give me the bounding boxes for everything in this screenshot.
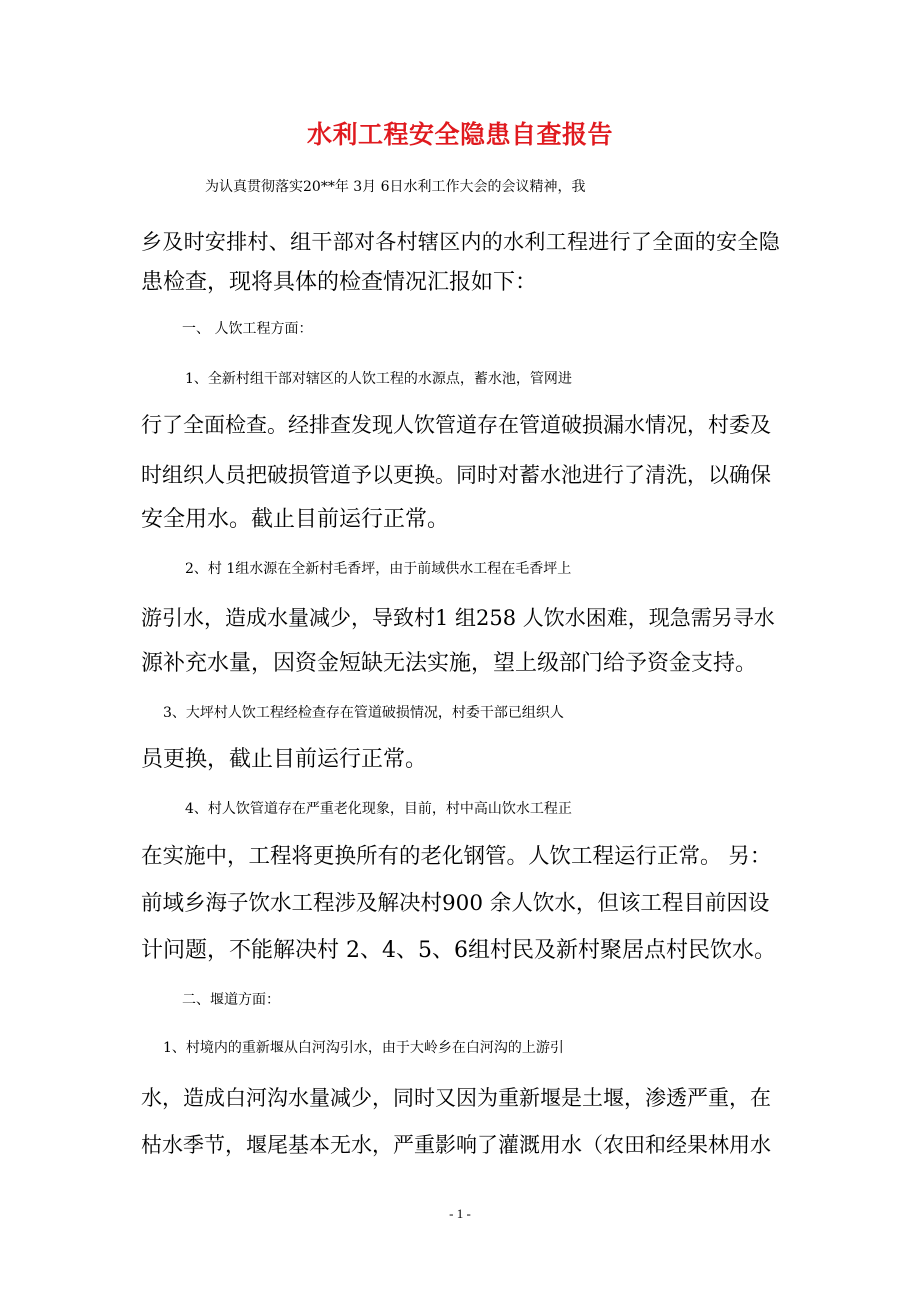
- paragraph-line: 游引水，造成水量减少，导致村1 组258 人饮水困难，现急需另寻水: [141, 606, 775, 630]
- paragraph-line: 员更换，截止目前运行正常。: [141, 747, 428, 772]
- paragraph-line: 4、村人饮管道存在严重老化现象，目前，村中高山饮水工程正: [185, 801, 572, 817]
- paragraph-line: 3、大坪村人饮工程经检查存在管道破损情况，村委干部已组织人: [163, 705, 564, 721]
- paragraph-line: 源补充水量，因资金短缺无法实施，望上级部门给予资金支持。: [141, 651, 758, 676]
- paragraph-line: 1、全新村组干部对辖区的人饮工程的水源点，蓄水池，管网进: [185, 371, 572, 387]
- paragraph-line: 为认真贯彻落实20**年 3月 6日水利工作大会的会议精神，我: [205, 179, 586, 195]
- paragraph-line: 计问题，不能解决村 2、4、5、6组村民及新村聚居点村民饮水。: [141, 938, 776, 963]
- paragraph-line: 枯水季节，堰尾基本无水，严重影响了灌溉用水（农田和经果林用水: [141, 1133, 771, 1157]
- page-number: - 1 -: [449, 1206, 471, 1221]
- paragraph-line: 水，造成白河沟水量减少，同时又因为重新堰是土堰，渗透严重，在: [141, 1086, 771, 1110]
- paragraph-line: 行了全面检查。经排查发现人饮管道存在管道破损漏水情况，村委及: [141, 413, 771, 437]
- paragraph-line: 患检查，现将具体的检查情况汇报如下：: [141, 270, 538, 295]
- section-heading: 一、 人饮工程方面：: [182, 321, 313, 337]
- paragraph-line: 安全用水。截止目前运行正常。: [141, 507, 450, 532]
- section-heading: 二、堰道方面：: [182, 992, 280, 1008]
- paragraph-line: 前域乡海子饮水工程涉及解决村900 余人饮水，但该工程目前因设: [141, 891, 770, 916]
- paragraph-line: 1、村境内的重新堰从白河沟引水，由于大岭乡在白河沟的上游引: [163, 1040, 564, 1056]
- document-title: 水利工程安全隐患自查报告: [306, 120, 613, 149]
- paragraph-line: 2、村 1组水源在全新村毛香坪，由于前域供水工程在毛香坪上: [185, 561, 572, 577]
- paragraph-line: 乡及时安排村、组干部对各村辖区内的水利工程进行了全面的安全隐: [141, 230, 780, 254]
- paragraph-line: 在实施中，工程将更换所有的老化钢管。人饮工程运行正常。 另：: [141, 844, 772, 869]
- paragraph-line: 时组织人员把破损管道予以更换。同时对蓄水池进行了清洗，以确保: [141, 463, 771, 487]
